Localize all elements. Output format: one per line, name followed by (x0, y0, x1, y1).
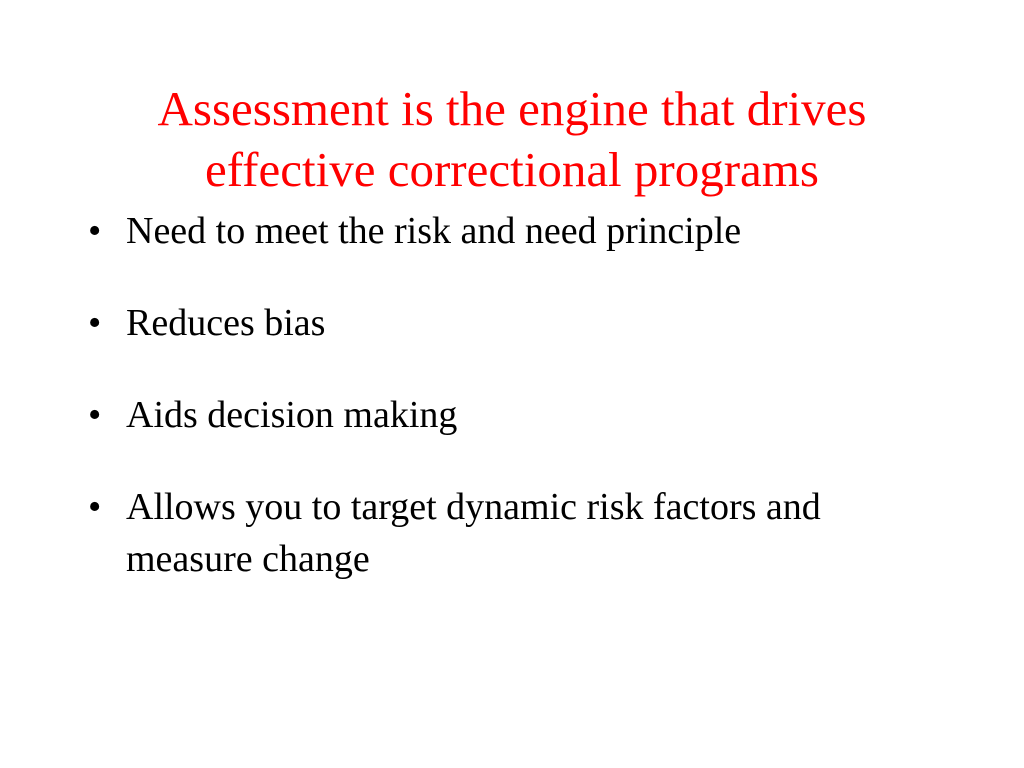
bullet-icon: • (88, 486, 102, 528)
bullet-item (88, 297, 948, 349)
bullet-item (88, 205, 948, 257)
bullet-item (88, 389, 948, 441)
bullet-text: Need to meet the risk and need principle (126, 210, 742, 252)
slide-title-line-2: effective correctional programs (204, 142, 819, 197)
bullet-item (88, 481, 948, 585)
bullet-text: Aids decision making (126, 394, 458, 436)
bullet-text: Allows you to target dynamic risk factors and measure change (126, 486, 821, 580)
bullet-icon: • (88, 302, 102, 344)
bullet-text: Reduces bias (126, 302, 326, 344)
bullet-list (88, 205, 948, 625)
bullet-icon: • (88, 210, 102, 252)
slide-title (60, 78, 964, 200)
bullet-icon: • (88, 394, 102, 436)
slide-title-line-1: Assessment is the engine that drives (157, 81, 867, 136)
